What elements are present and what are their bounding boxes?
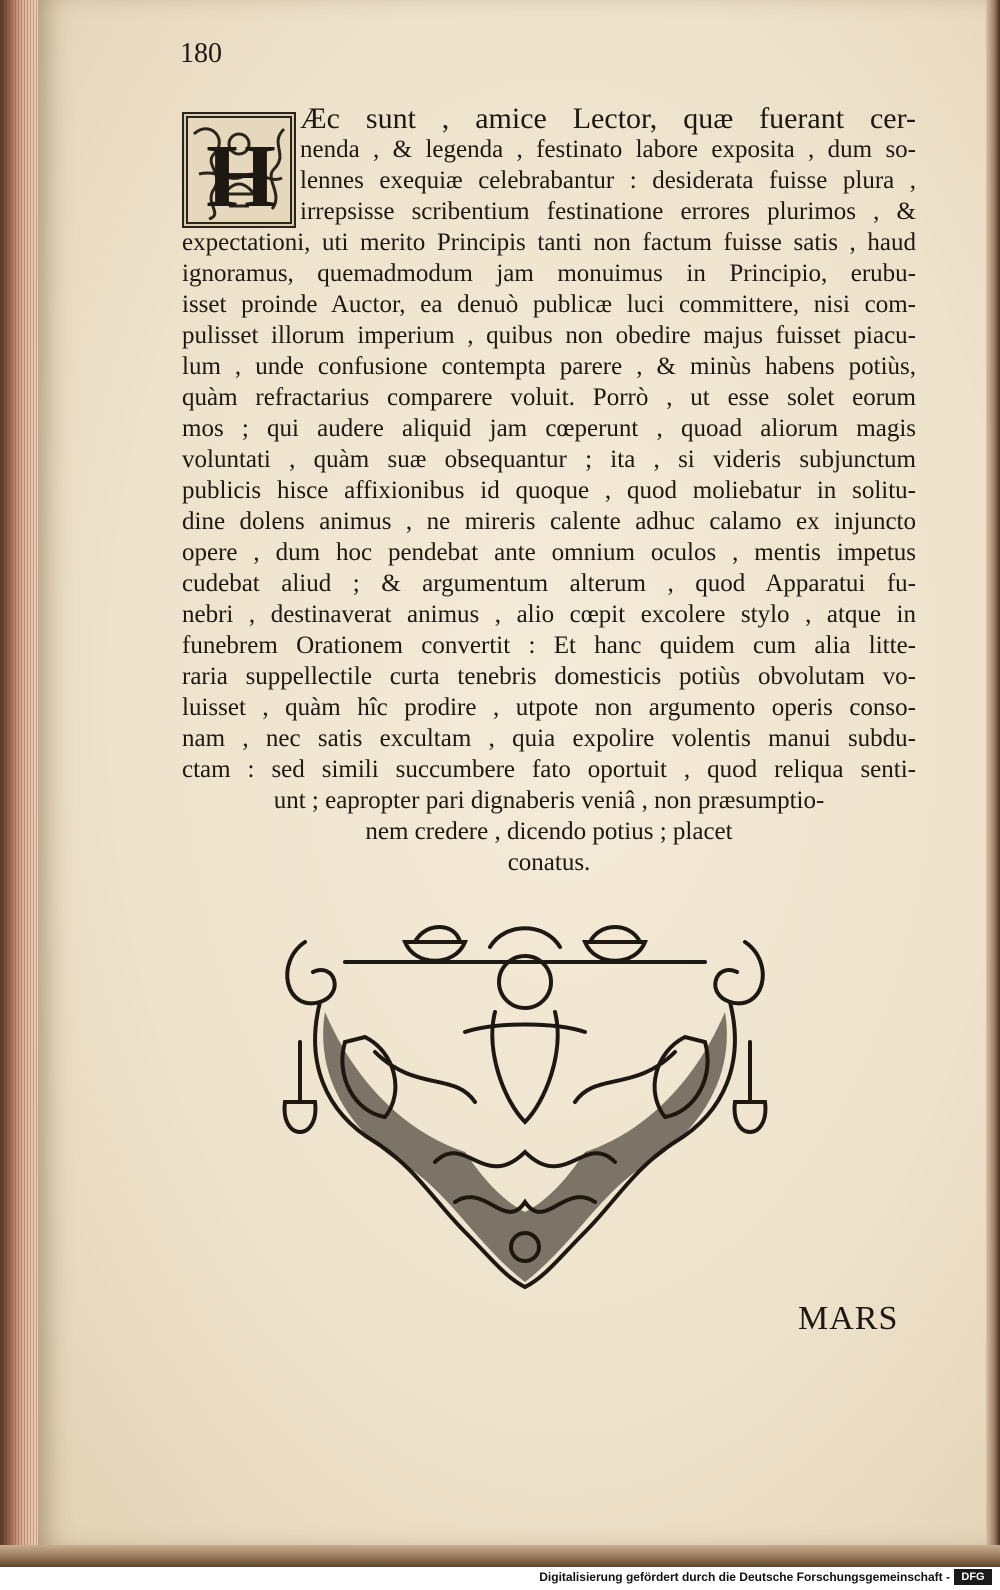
text-line: raria suppellectile curta tenebris domesticis potiùs obvolutam vo-: [182, 663, 916, 690]
text-line: expectationi, uti merito Principis tanti non factum fuisse satis , haud: [182, 229, 916, 256]
book-bottom-edge: [0, 1545, 1000, 1567]
funding-credit: Digitalisierung gefördert durch die Deutsche Forschungsgemeinschaft -: [539, 1570, 950, 1584]
book-fore-edge: [986, 0, 1000, 1562]
tailpiece-ornament-icon: [265, 902, 785, 1292]
text-line: mos ; qui audere aliquid jam cœperunt , quoad aliorum magis: [182, 415, 916, 442]
book-spine-edge: [0, 0, 38, 1562]
text-line: nam , nec satis excultam , quia expolire volentis manui subdu-: [182, 725, 916, 752]
text-line: unt ; eapropter pari dignaberis veniâ , non præsumptio-: [273, 787, 825, 814]
text-line: Æc sunt , amice Lector, quæ fuerant cer-: [300, 102, 916, 135]
text-line: opere , dum hoc pendebat ante omnium oculos , mentis impetus: [182, 539, 916, 566]
text-line: dine dolens animus , ne mireris calente adhuc calamo ex injuncto: [182, 508, 916, 535]
text-line: quàm refractarius comparere voluit. Porrò , ut esse solet eorum: [182, 384, 916, 411]
text-line: voluntati , quàm suæ obsequantur ; ita , si videris subjunctum: [182, 446, 916, 473]
text-line: nebri , destinaverat animus , alio cœpit excolere stylo , atque in: [182, 601, 916, 628]
text-line: cudebat aliud ; & argumentum alterum , quod Apparatui fu-: [182, 570, 916, 597]
text-line: publicis hisce affixionibus id quoque , quod moliebatur in solitu-: [182, 477, 916, 504]
text-line: pulisset illorum imperium , quibus non obedire majus fuisset piacu-: [182, 322, 916, 349]
text-line: lum , unde confusione contempta parere , & minùs habens potiùs,: [182, 353, 916, 380]
text-line: funebrem Orationem convertit : Et hanc quidem cum alia litte-: [182, 632, 916, 659]
text-line: nem credere , dicendo potius ; placet: [365, 818, 733, 845]
text-line: ignoramus, quemadmodum jam monuimus in Principio, erubu-: [182, 260, 916, 287]
text-line: nenda , & legenda , festinato labore exposita , dum so-: [300, 136, 916, 163]
dfg-logo-icon: DFG: [954, 1569, 992, 1585]
text-line: luisset , quàm hîc prodire , utpote non argumento operis conso-: [182, 694, 916, 721]
text-line: conatus.: [507, 849, 591, 876]
text-line: lennes exequiæ celebrabantur : desiderata fuisse plura ,: [300, 167, 916, 194]
svg-text:H: H: [206, 127, 277, 226]
text-line: ctam : sed simili succumbere fato oportuit , quod reliqua senti-: [182, 756, 916, 783]
catchword: MARS: [798, 1300, 899, 1337]
body-text: [182, 103, 916, 878]
page-number: 180: [180, 38, 222, 69]
text-line: isset proinde Auctor, ea denuò publicæ luci committere, nisi com-: [182, 291, 916, 318]
text-line: irrepsisse scribentium festinatione errores plurimos , &: [300, 198, 916, 225]
